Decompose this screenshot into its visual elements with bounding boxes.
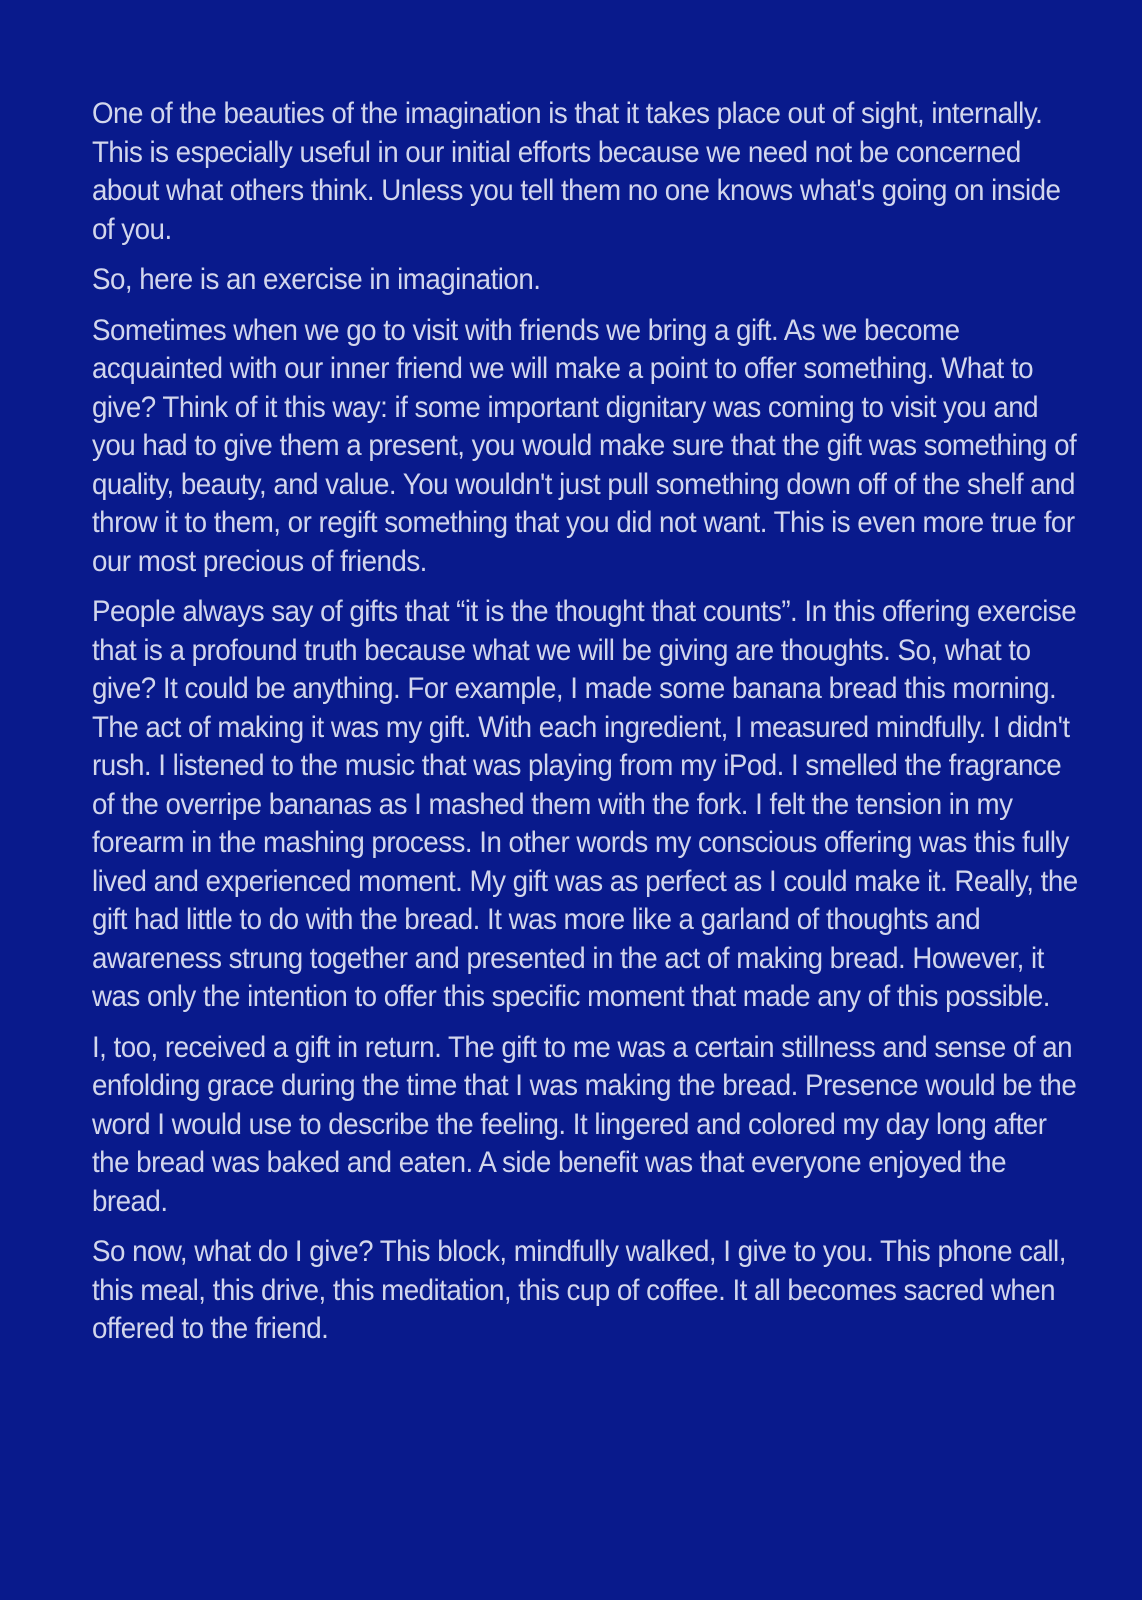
paragraph-3: Sometimes when we go to visit with friends we bring a gift. As we become acquainted with our inner friend we will make a point to offer something. What to give? Think of it this way: if some important dignitary was coming to visit you and you had to give them a present, you would make sure that the gift was something of quality, beauty, and value. You wouldn't just pull something down off of the shelf and throw it to them, or regift something that you did not want. This is even more true for our most precious of friends. — [92, 313, 1077, 578]
paragraph-5: I, too, received a gift in return. The gift to me was a certain stillness and sense of an enfolding grace during the time that I was making the bread. Presence would be the word I would use to describe the feeling. It lingered and colored my day long after the bread was baked and eaten. A side benefit was that everyone enjoyed the bread. — [92, 1030, 1077, 1218]
paragraph-4: People always say of gifts that “it is the thought that counts”. In this offering exercise that is a profound truth because what we will be giving are thoughts. So, what to give? It could be anything. For example, I made some banana bread this morning. The act of making it was my gift. With each ingredient, I measured mindfully. I didn't rush. I listened to the music that was playing from my iPod. I smelled the fragrance of the overripe bananas as I mashed them with the fork. I felt the tension in my forearm in the mashing process. In other words my conscious offering was this fully lived and experienced moment. My gift was as perfect as I could make it. Really, the gift had little to do with the bread. It was more like a garland of thoughts and awareness strung together and presented in the act of making bread. However, it was only the intention to offer this specific moment that made any of this possible. — [92, 595, 1078, 1013]
paragraph-2: So, here is an exercise in imagination. — [92, 263, 541, 296]
paragraph-1: One of the beauties of the imagination is that it takes place out of sight, internally. This is especially useful in our initial efforts because we need not be concerned about what others think. Unless you tell them no one knows what's going on inside of you. — [92, 97, 1061, 246]
paragraph-6: So now, what do I give? This block, mindfully walked, I give to you. This phone call, this meal, this drive, this meditation, this cup of coffee. It all becomes sacred when offered to the friend. — [92, 1235, 1066, 1345]
